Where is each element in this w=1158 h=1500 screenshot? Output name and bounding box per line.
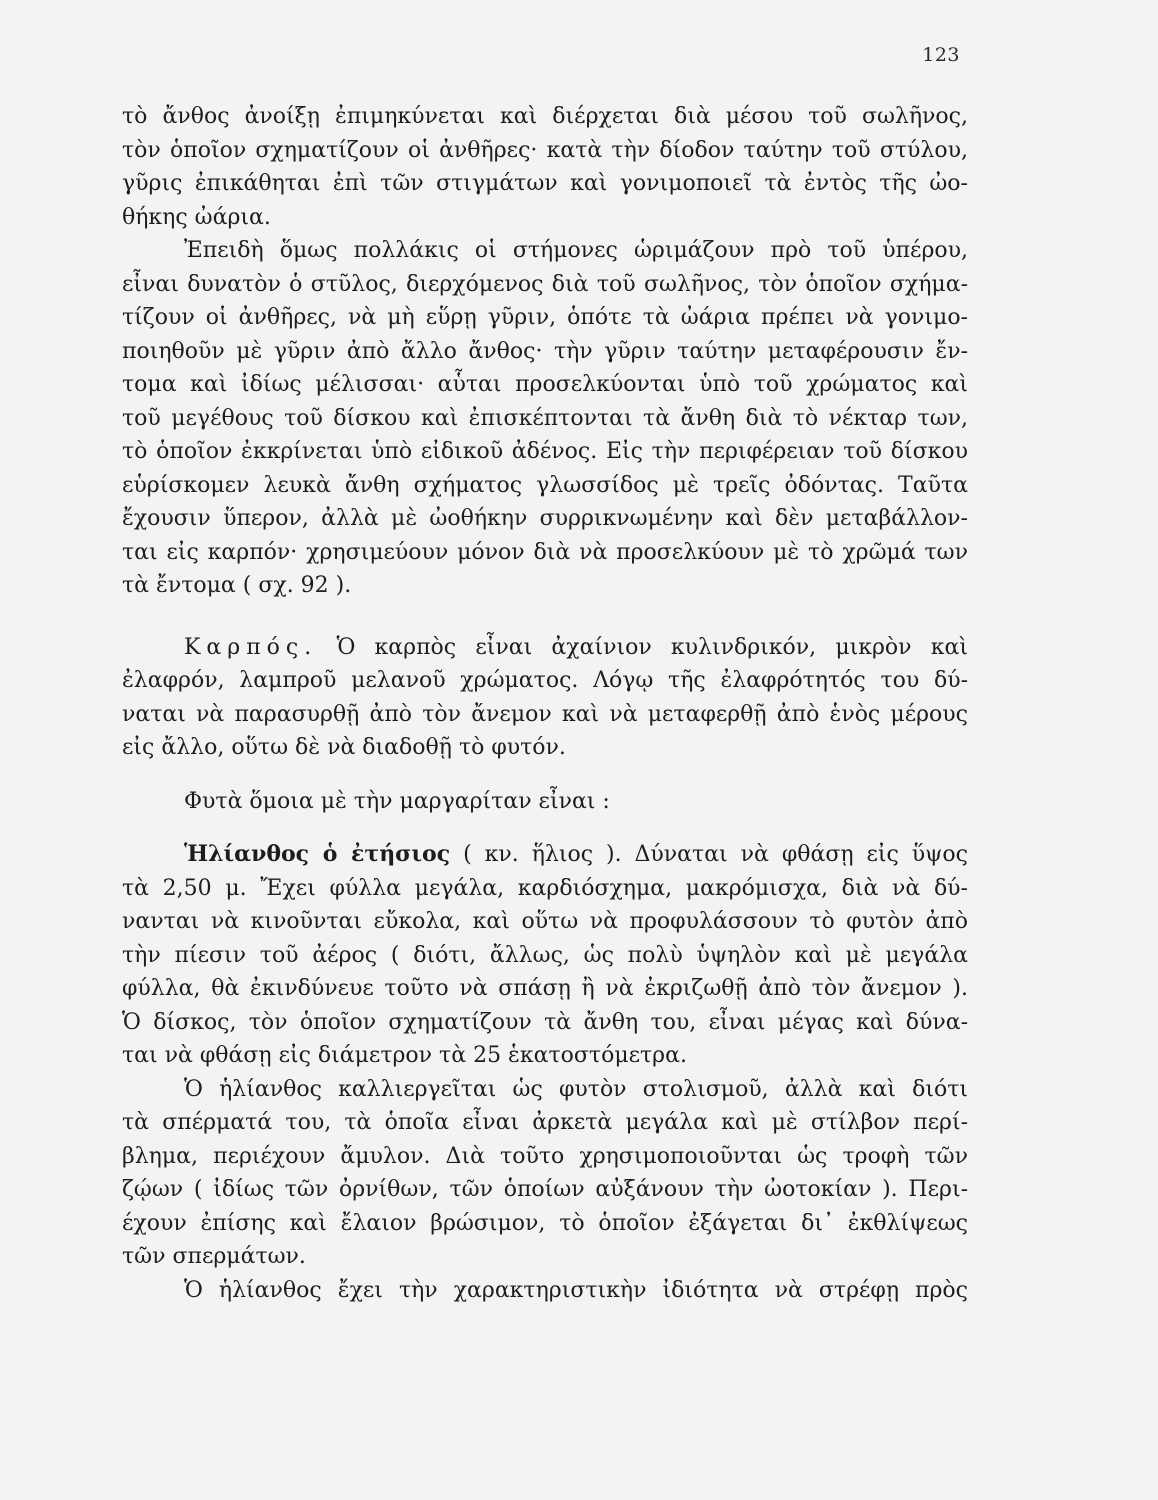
paragraph-heliotropism [122, 1274, 968, 1308]
text-line [122, 838, 968, 872]
text-line: ποιηθοῦν μὲ γῦριν ἀπὸ ἄλλο ἄνθος· τὴν γῦριν ταύτην μεταφέρουσιν ἔν- [122, 338, 968, 364]
text-line: ζῴων ( ἰδίως τῶν ὀρνίθων, τῶν ὁποίων αὐξάνουν τὴν ὠοτοκίαν ). Περι- [122, 1177, 968, 1202]
text-line: εὑρίσκομεν λευκὰ ἄνθη σχήματος γλωσσίδος μὲ τρεῖς ὀδόντας. Ταῦτα [122, 472, 968, 498]
text-line: τίζουν οἱ ἀνθῆρες, νὰ μὴ εὕρῃ γῦριν, ὁπότε τὰ ὠάρια πρέπει νὰ γονιμο- [122, 305, 968, 330]
text-line: έχουν ἐπίσης καὶ ἔλαιον βρώσιμον, τὸ ὁποῖον ἐξάγεται δι᾽ ἐκθλίψεως [122, 1210, 968, 1236]
paragraph-gap [122, 765, 968, 785]
helianthus-heading: Ἡλίανθος ὁ ἐτήσιος [184, 841, 451, 867]
text-line: βλημα, περιέχουν ἄμυλον. Διὰ τοῦτο χρησιμοποιοῦνται ὡς τροφὴ τῶν [122, 1143, 968, 1169]
text-line: Ὁ ἡλίανθος καλλιεργεῖται ὡς φυτὸν στολισμοῦ, ἀλλὰ καὶ διότι [184, 1076, 968, 1102]
text-line: τὸ ὁποῖον ἐκκρίνεται ὑπὸ εἰδικοῦ ἀδένος. Εἰς τὴν περιφέρειαν τοῦ δίσκου [122, 439, 968, 464]
text-line: εἰς ἄλλο, οὕτω δὲ νὰ διαδοθῇ τὸ φυτόν. [122, 735, 566, 760]
text-line: τοῦ μεγέθους τοῦ δίσκου καὶ ἐπισκέπτονται τὰ ἄνθη διὰ τὸ νέκταρ των, [122, 405, 968, 431]
text-line: ἔχουσιν ὕπερον, ἀλλὰ μὲ ὠοθήκην συρρικνωμένην καὶ δὲν μεταβάλλον- [122, 506, 968, 531]
text-line: Ἐπειδὴ ὅμως πολλάκις οἱ στήμονες ὡριμάζουν πρὸ τοῦ ὑπέρου, [184, 238, 968, 263]
fruit-heading: Καρπός. [184, 634, 318, 660]
text-line: νανται νὰ κινοῦνται εὔκολα, καὶ οὕτω νὰ προφυλάσσουν τὸ φυτὸν ἀπὸ [122, 909, 968, 934]
text-line: ναται νὰ παρασυρθῇ ἀπὸ τὸν ἄνεμον καὶ νὰ μεταφερθῇ ἀπὸ ἑνὸς μέρους [122, 701, 968, 727]
text-line: τὸν ὁποῖον σχηματίζουν οἱ ἀνθῆρες· κατὰ τὴν δίοδον ταύτην τοῦ στύλου, [122, 137, 968, 163]
paragraph-fruit [122, 631, 968, 765]
paragraph-cross-pollination [122, 234, 968, 603]
text-line: Ὁ δίσκος, τὸν ὁποῖον σχηματίζουν τὰ ἄνθη του, εἶναι μέγας καὶ δύνα- [122, 1009, 968, 1035]
page-number: 123 [922, 44, 960, 66]
paragraph-similar-plants [122, 785, 968, 819]
text-line: ται εἰς καρπόν· χρησιμεύουν μόνον διὰ νὰ προσελκύουν μὲ τὸ χρῶμά των [122, 539, 968, 565]
paragraph-gap [122, 603, 968, 631]
fruit-text: Ὁ καρπὸς εἶναι ἀχαίνιον κυλινδρικόν, μικρὸν καὶ [317, 634, 968, 660]
paragraph-cultivation [122, 1073, 968, 1274]
text-line: τὰ ἔντομα ( σχ. 92 ). [122, 573, 352, 598]
text-line: τὰ 2,50 μ. Ἔχει φύλλα μεγάλα, καρδιόσχημα, μακρόμισχα, διὰ νὰ δύ- [122, 875, 968, 901]
text-line: Φυτὰ ὅμοια μὲ τὴν μαργαρίταν εἶναι : [184, 788, 610, 814]
text-line: τὸ ἄνθος ἀνοίξῃ ἐπιμηκύνεται καὶ διέρχεται διὰ μέσου τοῦ σωλῆνος, [122, 104, 968, 129]
text-line: ται νὰ φθάσῃ εἰς διάμετρον τὰ 25 ἑκατοστόμετρα. [122, 1043, 687, 1068]
text-line: ἐλαφρόν, λαμπροῦ μελανοῦ χρώματος. Λόγῳ τῆς ἐλαφρότητός του δύ- [122, 668, 968, 693]
paragraph-helianthus [122, 838, 968, 1073]
text-line: γῦρις ἐπικάθηται ἐπὶ τῶν στιγμάτων καὶ γονιμοποιεῖ τὰ ἐντὸς τῆς ὠο- [122, 171, 968, 196]
body-text [122, 100, 968, 1307]
text-line: τομα καὶ ἰδίως μέλισσαι· αὗται προσελκύονται ὑπὸ τοῦ χρώματος καὶ [122, 372, 968, 397]
text-line: εἶναι δυνατὸν ὁ στῦλος, διερχόμενος διὰ τοῦ σωλῆνος, τὸν ὁποῖον σχήμα- [122, 271, 968, 297]
paragraph-gap [122, 818, 968, 838]
helianthus-text: ( κν. ἥλιος ). Δύναται νὰ φθάσῃ εἰς ὕψος [450, 842, 968, 867]
text-line: θήκης ὠάρια. [122, 204, 271, 230]
text-line: φύλλα, θὰ ἐκινδύνευε τοῦτο νὰ σπάσῃ ἢ νὰ ἐκριζωθῇ ἀπὸ τὸν ἄνεμον ). [122, 976, 968, 1001]
text-line: τῶν σπερμάτων. [122, 1244, 306, 1269]
text-line: Ὁ ἡλίανθος ἔχει τὴν χαρακτηριστικὴν ἰδιότητα νὰ στρέφῃ πρὸς [184, 1277, 968, 1303]
text-line: τὴν πίεσιν τοῦ ἀέρος ( διότι, ἄλλως, ὡς πολὺ ὑψηλὸν καὶ μὲ μεγάλα [122, 942, 968, 968]
paragraph-pollination-continued [122, 100, 968, 234]
text-line: τὰ σπέρματά του, τὰ ὁποῖα εἶναι ἀρκετὰ μεγάλα καὶ μὲ στίλβον περί- [122, 1110, 968, 1135]
text-line [122, 631, 968, 665]
